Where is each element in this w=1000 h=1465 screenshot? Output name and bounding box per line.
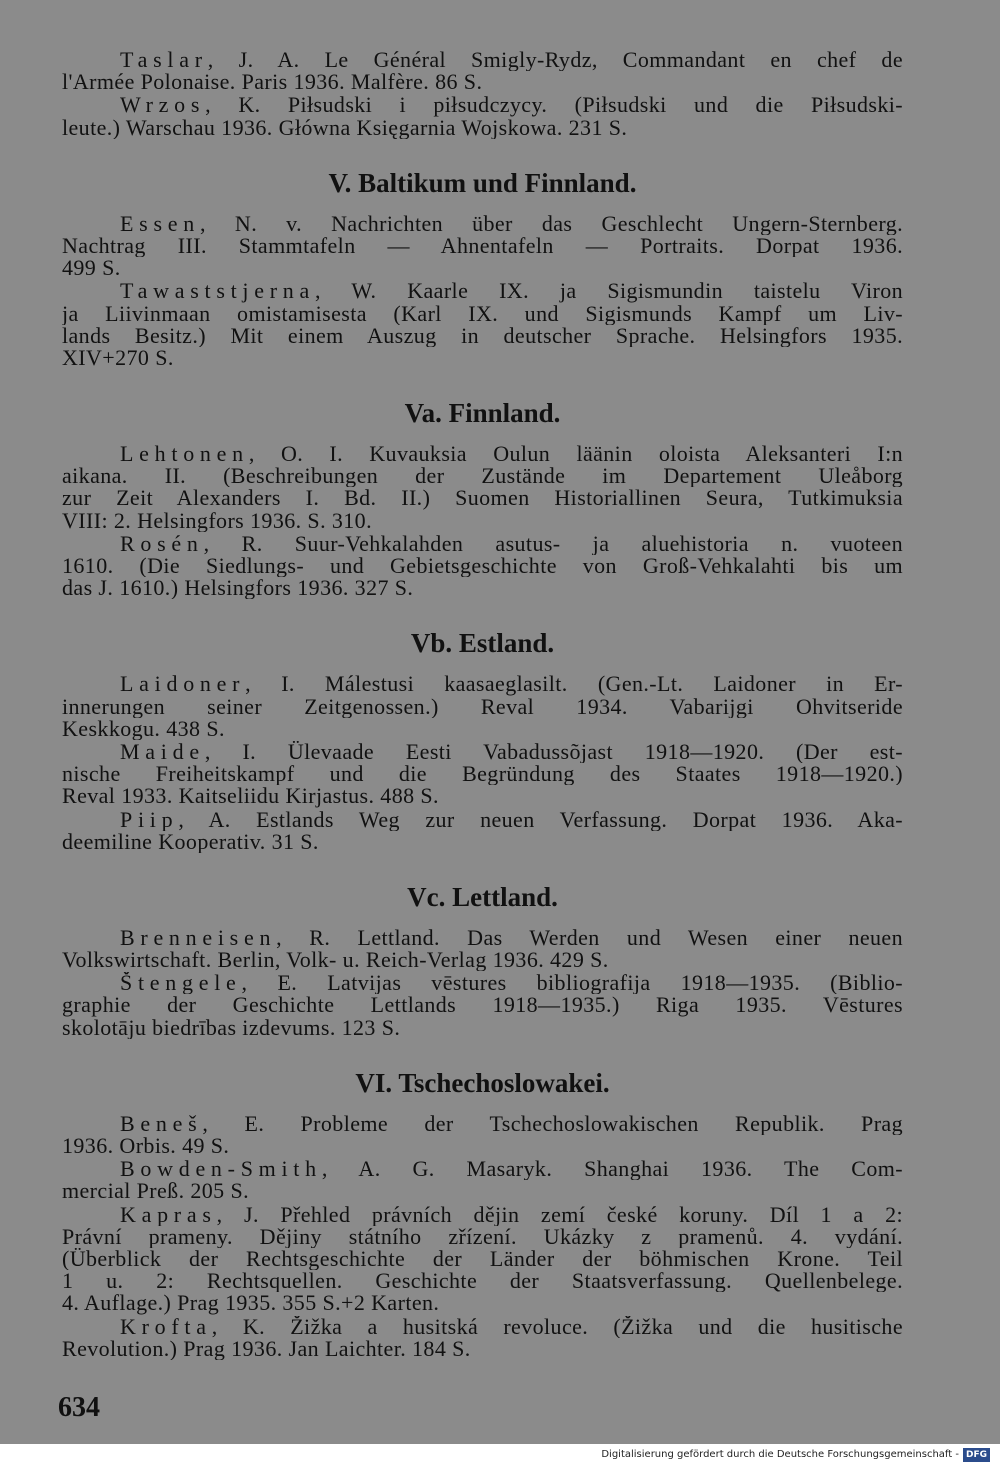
- entry-author: Štengele: [120, 972, 242, 995]
- section-heading: V. Baltikum und Finnland.: [328, 167, 637, 198]
- bibliography-entry: [62, 443, 903, 532]
- entry-first-line: [62, 1316, 903, 1338]
- entry-author: Maide: [120, 740, 205, 764]
- entry-first-line: [62, 809, 903, 831]
- entry-first-line: [62, 927, 903, 949]
- entry-line: VIII: 2. Helsingfors 1936. S. 310.: [62, 509, 372, 532]
- entry-line: lands Besitz.) Mit einem Auszug in deutscher Sprache. Helsingfors 1935.: [62, 324, 903, 347]
- entry-first-line: [62, 1158, 903, 1180]
- entry-first-line: [62, 49, 903, 71]
- bibliography-entry: [62, 741, 903, 808]
- bibliography-entry: [62, 94, 903, 138]
- bibliography-entry: [62, 1158, 903, 1202]
- digitization-footer: [0, 1444, 1000, 1465]
- entry-line: Keskkogu. 438 S.: [62, 717, 225, 740]
- entry-line: l'Armée Polonaise. Paris 1936. Malfère. 86 S.: [62, 71, 483, 94]
- bibliography-entry: [62, 1316, 903, 1360]
- entry-line: zur Zeit Alexanders I. Bd. II.) Suomen Historiallinen Seura, Tutkimuksia: [62, 487, 903, 510]
- entry-first-line-text: , R. Suur-Vehkalahden asutus- ja aluehistoria n. vuoteen: [203, 532, 903, 555]
- entry-author: Krofta: [120, 1315, 212, 1338]
- entry-author: Beneš: [120, 1112, 203, 1135]
- bibliography-page-body: [62, 49, 903, 1360]
- entry-first-line-text: , I. Málestusi kaasaeglasilt. (Gen.-Lt. Laidoner in Er-: [245, 673, 903, 696]
- bibliography-section: [62, 49, 903, 139]
- section-heading: Vc. Lettland.: [407, 881, 558, 912]
- entry-author: Tawaststjerna: [120, 280, 315, 303]
- entry-line: 1936. Orbis. 49 S.: [62, 1135, 230, 1158]
- bibliography-entry: [62, 972, 903, 1039]
- entry-author: Kapras: [120, 1203, 217, 1226]
- bibliography-entry: [62, 533, 903, 600]
- entry-author: Brenneisen: [120, 926, 277, 950]
- entry-author: Taslar: [120, 49, 208, 72]
- bibliography-entry: [62, 809, 903, 853]
- entry-first-line: [62, 280, 903, 302]
- entry-first-line: [62, 94, 903, 116]
- entry-author: Rosén: [120, 532, 204, 555]
- entry-author: Piip: [120, 808, 179, 831]
- bibliography-section: [62, 166, 903, 369]
- entry-first-line-text: , E. Latvijas vēstures bibliografija 1918—1935. (Biblio-: [241, 972, 903, 995]
- section-heading: Vb. Estland.: [410, 628, 555, 659]
- bibliography-entry: [62, 280, 903, 369]
- entry-line: 499 S.: [62, 257, 121, 280]
- entry-first-line-text: , K. Piłsudski i piłsudczycy. (Piłsudski und die Piłsudski-: [205, 94, 903, 117]
- entry-first-line-text: , K. Žižka a husitská revoluce. (Žižka und die husitische: [211, 1315, 903, 1338]
- bibliography-section: [62, 1066, 903, 1360]
- entry-first-line-text: , A. Estlands Weg zur neuen Verfassung. Dorpat 1936. Aka-: [178, 808, 903, 831]
- entry-line: Nachtrag III. Stammtafeln — Ahnentafeln — Portraits. Dorpat 1936.: [62, 234, 903, 258]
- entry-first-line-text: , O. I. Kuvauksia Oulun läänin oloista Aleksanteri I:n: [248, 443, 903, 466]
- entry-author: Laidoner: [120, 673, 246, 696]
- entry-line: Reval 1933. Kaitseliidu Kirjastus. 488 S.: [62, 785, 439, 808]
- entry-line: mercial Preß. 205 S.: [62, 1180, 250, 1203]
- entry-line: innerungen seiner Zeitgenossen.) Reval 1934. Vabarijgi Ohvitseride: [62, 695, 903, 718]
- entry-line: XIV+270 S.: [62, 346, 174, 370]
- entry-first-line-text: , W. Kaarle IX. ja Sigismundin taistelu Viron: [315, 280, 903, 303]
- section-heading: Va. Finnland.: [404, 398, 561, 429]
- entry-line: Volkswirtschaft. Berlin, Volk- u. Reich-Verlag 1936. 429 S.: [62, 949, 609, 972]
- entry-first-line-text: , I. Ülevaade Eesti Vabadussõjast 1918—1920. (Der est-: [204, 740, 903, 764]
- bibliography-entry: [62, 213, 903, 280]
- entry-first-line-text: , R. Lettland. Das Werden und Wesen einer neuen: [276, 926, 903, 950]
- entry-first-line-text: , J. Přehled právních dějin zemí české koruny. Díl 1 a 2:: [216, 1203, 903, 1226]
- entry-first-line-text: , E. Probleme der Tschechoslowakischen Republik. Prag: [202, 1112, 903, 1135]
- entry-line: leute.) Warschau 1936. Główna Księgarnia Wojskowa. 231 S.: [62, 116, 628, 139]
- entry-first-line-text: , J. A. Le Général Smigly-Rydz, Commandant en chef de: [207, 49, 903, 72]
- entry-first-line: [62, 972, 903, 994]
- dfg-logo: DFG: [963, 1448, 990, 1462]
- entry-line: skolotāju biedrības izdevums. 123 S.: [62, 1016, 401, 1039]
- entry-first-line: [62, 213, 903, 235]
- entry-author: Wrzos: [120, 94, 206, 117]
- entry-first-line: [62, 1113, 903, 1135]
- bibliography-entry: [62, 673, 903, 740]
- entry-first-line-text: , N. v. Nachrichten über das Geschlecht Ungern-Sternberg.: [199, 212, 903, 235]
- entry-line: (Überblick der Rechtsgeschichte der Länder der böhmischen Krone. Teil: [62, 1247, 903, 1271]
- entry-first-line: [62, 443, 903, 465]
- page-number: 634: [58, 1392, 100, 1423]
- entry-first-line: [62, 673, 903, 695]
- bibliography-section: [62, 626, 903, 853]
- entry-line: deemiline Kooperativ. 31 S.: [62, 830, 319, 853]
- entry-author: Lehtonen: [120, 443, 249, 466]
- entry-line: graphie der Geschichte Lettlands 1918—1935.) Riga 1935. Vēstures: [62, 994, 903, 1017]
- section-heading: VI. Tschechoslowakei.: [355, 1067, 610, 1098]
- footer-credit-text: Digitalisierung gefördert durch die Deutsche Forschungsgemeinschaft -: [601, 1449, 959, 1460]
- bibliography-section: [62, 396, 903, 599]
- entry-line: Právní prameny. Dějiny státního zřízení. Ukázky z pramenů. 4. vydání.: [62, 1225, 903, 1248]
- bibliography-section: [62, 880, 903, 1039]
- entry-first-line: [62, 533, 903, 555]
- bibliography-entry: [62, 927, 903, 971]
- entry-line: das J. 1610.) Helsingfors 1936. 327 S.: [62, 577, 414, 600]
- entry-line: 4. Auflage.) Prag 1935. 355 S.+2 Karten.: [62, 1292, 440, 1315]
- bibliography-entry: [62, 49, 903, 93]
- entry-author: Bowden-Smith: [120, 1158, 322, 1181]
- entry-line: 1610. (Die Siedlungs- und Gebietsgeschichte von Groß-Vehkalahti bis um: [62, 555, 903, 578]
- entry-line: 1 u. 2: Rechtsquellen. Geschichte der Staatsverfassung. Quellenbelege.: [62, 1270, 903, 1293]
- bibliography-entry: [62, 1113, 903, 1157]
- entry-line: nische Freiheitskampf und die Begründung des Staates 1918—1920.): [62, 763, 903, 786]
- entry-line: ja Liivinmaan omistamisesta (Karl IX. und Sigismunds Kampf um Liv-: [62, 302, 903, 325]
- bibliography-entry: [62, 1204, 903, 1315]
- entry-first-line-text: , A. G. Masaryk. Shanghai 1936. The Com-: [321, 1158, 903, 1181]
- entry-line: aikana. II. (Beschreibungen der Zustände im Departement Uleåborg: [62, 465, 903, 488]
- entry-author: Essen: [120, 212, 200, 235]
- entry-line: Revolution.) Prag 1936. Jan Laichter. 184 S.: [62, 1337, 471, 1360]
- entry-first-line: [62, 1204, 903, 1226]
- entry-first-line: [62, 741, 903, 763]
